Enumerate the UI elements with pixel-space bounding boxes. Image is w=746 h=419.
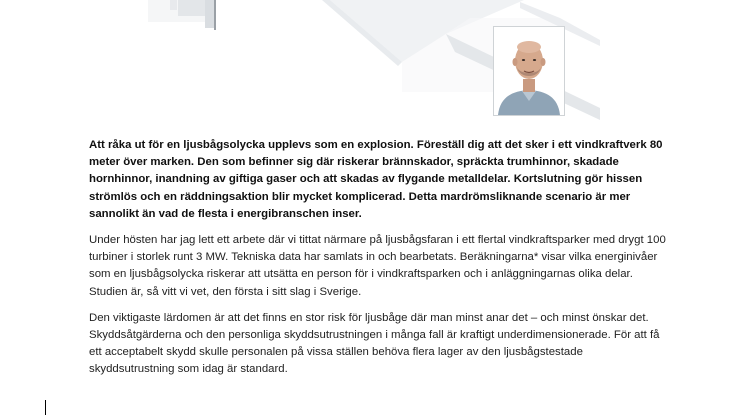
text-cursor: [45, 400, 46, 415]
author-portrait: [493, 26, 565, 116]
article-body: [89, 137, 669, 379]
article-paragraph: Den viktigaste lärdomen är att det finns en stor risk för ljusbåge där man minst anar det – och minst önskar det. Skyddsåtgärderna och den personliga skyddsutrustningen i många fall är kraftigt underdimensionerade. För att få ett acceptabelt skydd skulle personalen på vissa ställen behöva flera lager av den ljusbågstestade skyddsutrustning som idag är standard.: [89, 311, 660, 376]
article-lead: Att råka ut för en ljusbågsolycka upplevs som en explosion. Föreställ dig att det sker i ett vindkraftverk 80 meter över marken. Den som befinner sig där riskerar brännskador, spräckta trumhinnor, skadade hornhinnor, inandning av giftiga gaser och att skadas av flygande metalldelar. Kortslutning gör hissen strömlös och en räddningsaktion blir mycket komplicerad. Detta mardrömsliknande scenario är mer sannolikt än vad de flesta i energibranschen inser.: [89, 139, 663, 220]
article-paragraph: Under hösten har jag lett ett arbete där vi tittat närmare på ljusbågsfaran i ett flertal vindkraftsparker med drygt 100 turbiner i storlek runt 3 MW. Tekniska data har samlats in och bearbetats. Beräkningarna* visar vilka energinivåer som en ljusbågsolycka riskerar att utsätta en person för i vindkraftsparken och i anläggningarnas olika delar. Studien är, så vitt vi vet, den första i sitt slag i Sverige.: [89, 234, 666, 298]
house-illustration-icon: [0, 0, 746, 130]
